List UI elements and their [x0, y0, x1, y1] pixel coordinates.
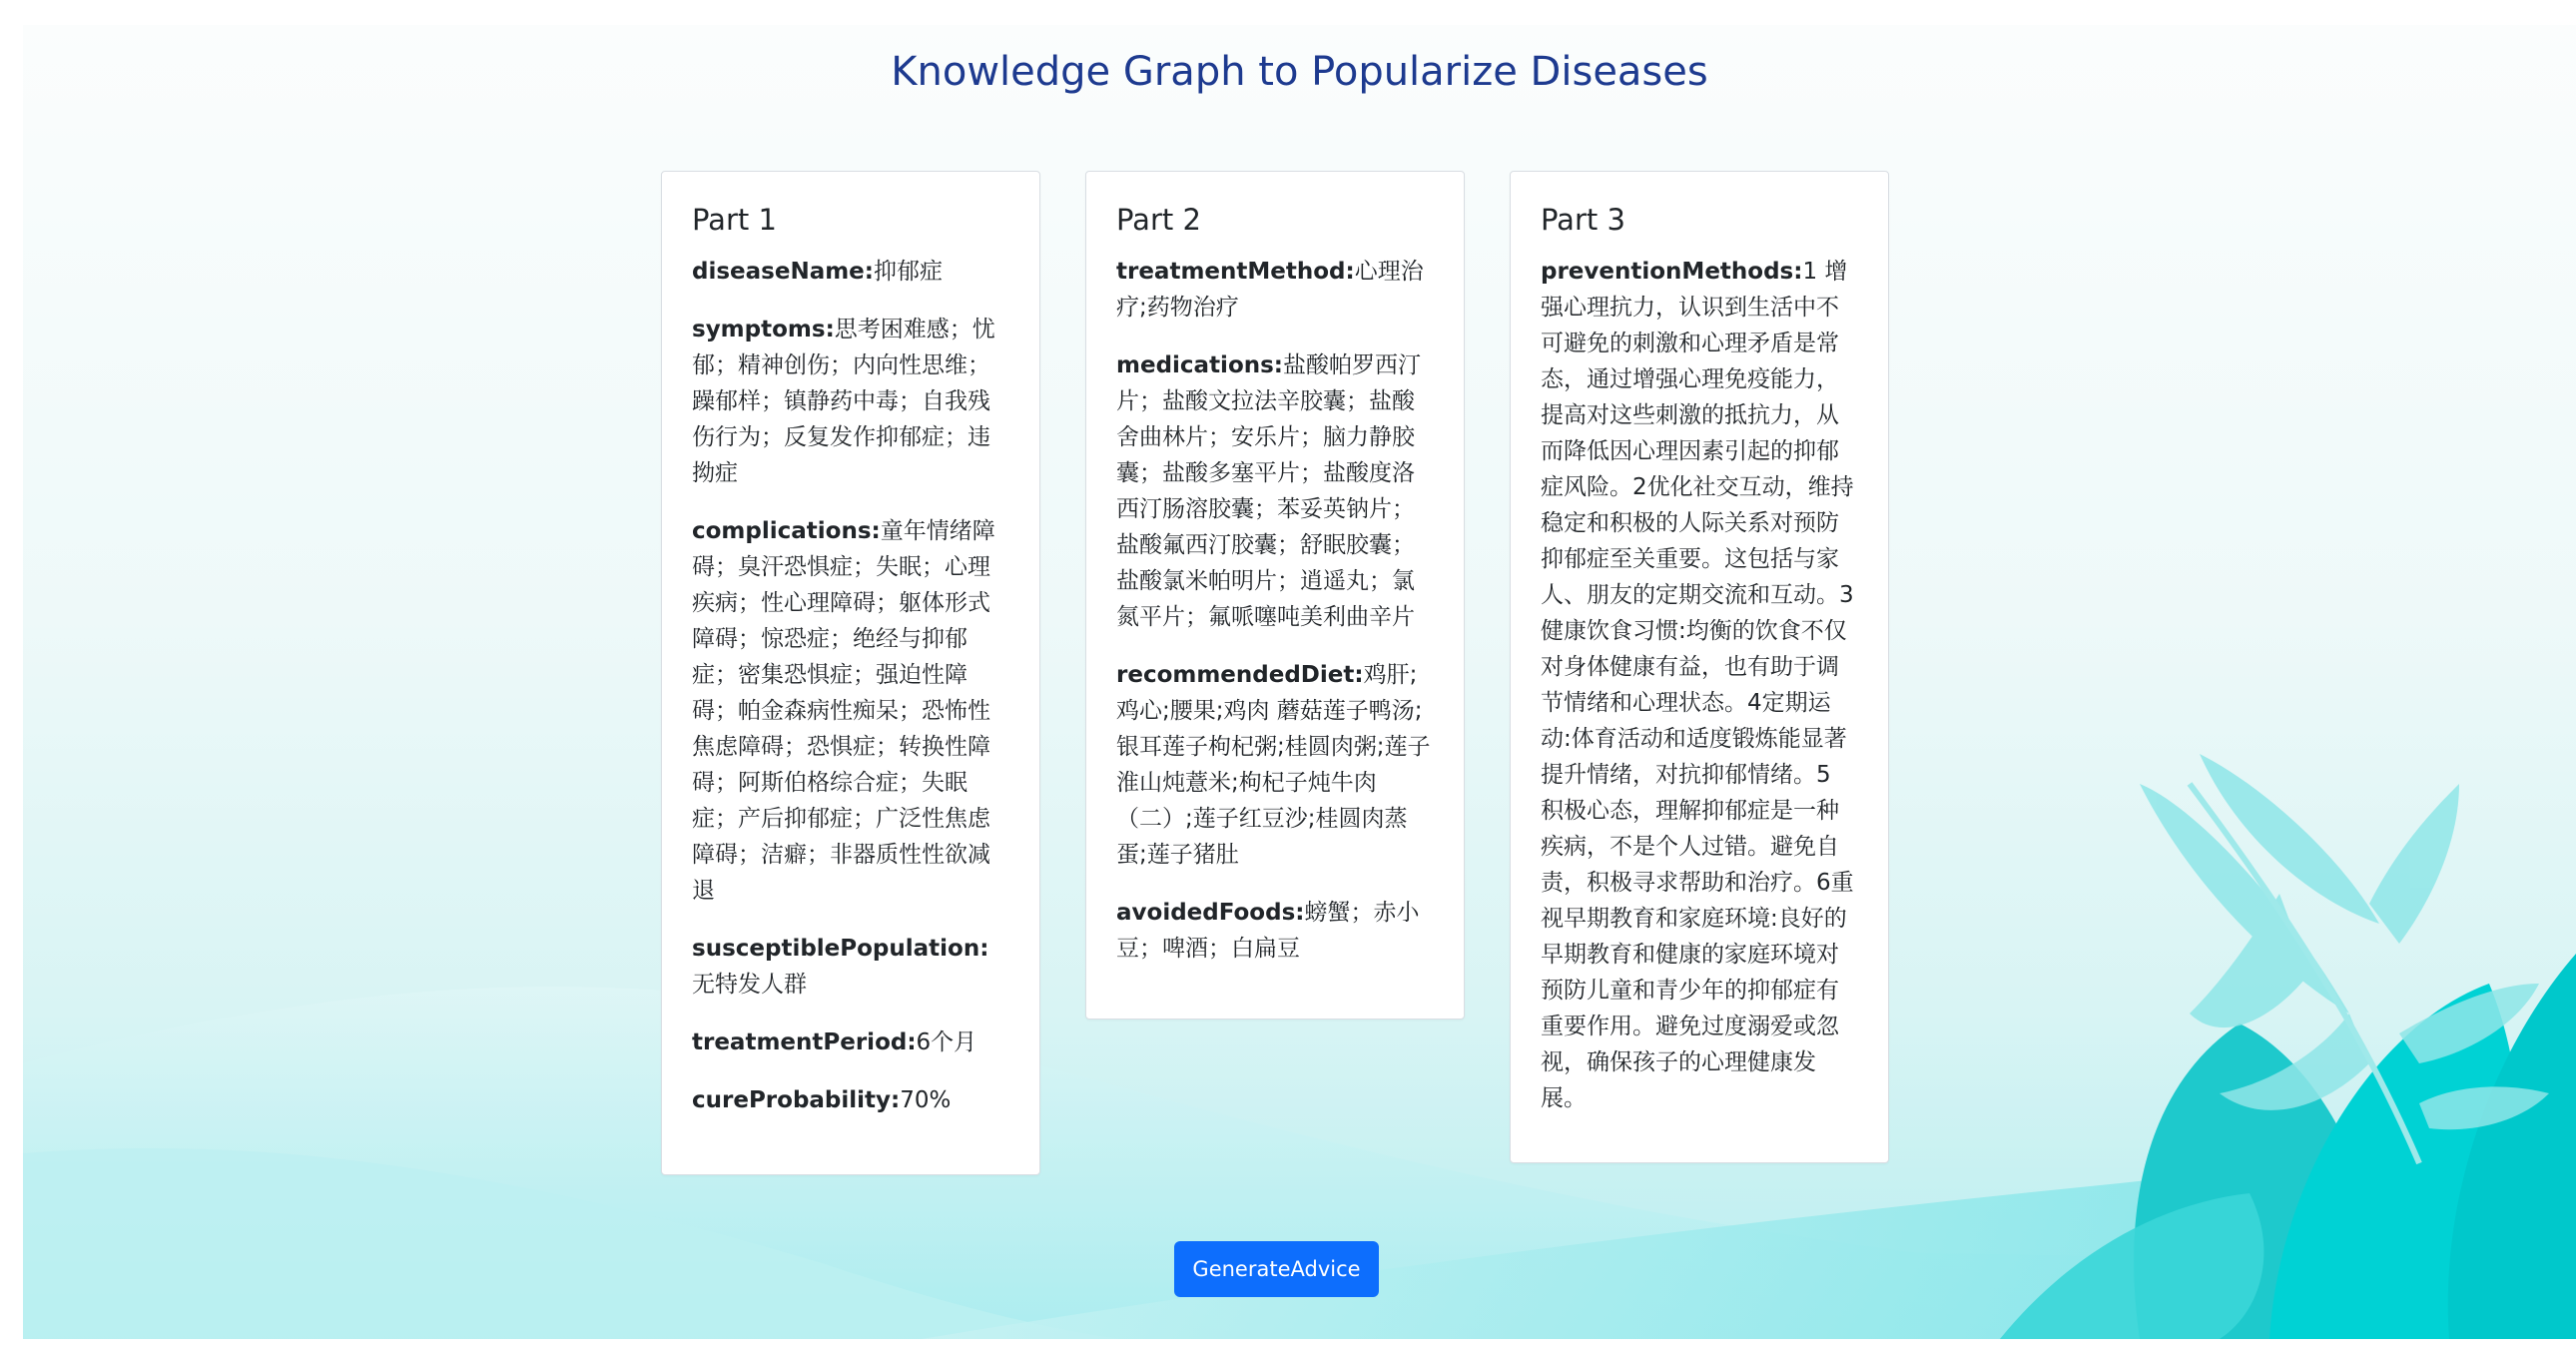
field-value: 70% [900, 1086, 952, 1113]
cure-probability-field [692, 1082, 1009, 1118]
field-key: treatmentPeriod: [692, 1028, 917, 1055]
field-key: cureProbability: [692, 1086, 901, 1113]
susceptible-population-field [692, 931, 1009, 1003]
field-value: 6个月 [916, 1028, 977, 1055]
field-key: complications: [692, 517, 881, 544]
card-title: Part 2 [1116, 203, 1201, 237]
field-value: 1 增强心理抗力，认识到生活中不可避免的刺激和心理矛盾是常态，通过增强心理免疫能力，提高对这些刺激的抵抗力，从而降低因心理因素引起的抑郁症风险。2优化社交互动，维持稳定和积极的人际关系对预防抑郁症至关重要。这包括与家人、朋友的定期交流和互动。3 健康饮食习惯:均衡的饮食不仅对身体健康有益，也有助于调节情绪和心理状态。4定期运动:体育活动和适度锻炼能显著提升情绪，对抗抑郁情绪。5 积极心态，理解抑郁症是一种疾病，不是个人过错。避免自责，积极寻求帮助和治疗。6重视早期教育和家庭环境:良好的早期教育和健康的家庭环境对预防儿童和青少年的抑郁症有重要作用。避免过度溺爱或忽视，确保孩子的心理健康发展。 [1541, 258, 1854, 1111]
recommended-diet-field [1116, 657, 1434, 873]
field-key: treatmentMethod: [1116, 258, 1355, 285]
complications-field [692, 513, 1009, 909]
part-3-card [1510, 171, 1889, 1163]
treatment-period-field [692, 1024, 1009, 1060]
field-value: 鸡肝;鸡心;腰果;鸡肉 蘑菇莲子鸭汤;银耳莲子枸杞粥;桂圆肉粥;莲子淮山炖薏米;枸杞子炖牛肉（二）;莲子红豆沙;桂圆肉蒸蛋;莲子猪肚 [1116, 661, 1431, 868]
card-title: Part 3 [1541, 203, 1625, 237]
page-title: Knowledge Graph to Popularize Diseases [891, 49, 1708, 95]
field-value: 螃蟹；赤小豆；啤酒；白扁豆 [1116, 899, 1420, 962]
medications-field [1116, 347, 1434, 635]
symptoms-field [692, 312, 1009, 491]
field-value: 盐酸帕罗西汀片；盐酸文拉法辛胶囊；盐酸舍曲林片；安乐片；脑力静胶囊；盐酸多塞平片；盐酸度洛西汀肠溶胶囊；苯妥英钠片；盐酸氟西汀胶囊；舒眠胶囊；盐酸氯米帕明片；逍遥丸；氯氮平片；氟哌噻吨美利曲辛片 [1116, 351, 1422, 630]
field-key: recommendedDiet: [1116, 661, 1364, 688]
avoided-foods-field [1116, 895, 1434, 967]
part-2-card [1085, 171, 1465, 1019]
treatment-method-field [1116, 254, 1434, 326]
field-key: symptoms: [692, 316, 835, 342]
field-key: susceptiblePopulation: [692, 935, 989, 962]
field-key: preventionMethods: [1541, 258, 1803, 285]
part-1-card [661, 171, 1040, 1175]
prevention-methods-field [1541, 254, 1858, 1116]
field-value: 无特发人群 [692, 971, 807, 998]
field-value: 思考困难感；忧郁；精神创伤；内向性思维；躁郁样；镇静药中毒；自我残伤行为；反复发作抑郁症；违拗症 [692, 316, 995, 486]
disease-name-field [692, 254, 1009, 290]
field-value: 抑郁症 [873, 258, 943, 285]
field-key: avoidedFoods: [1116, 899, 1305, 926]
field-key: medications: [1116, 351, 1284, 378]
page-background [23, 25, 2576, 1339]
field-value: 童年情绪障碍；臭汗恐惧症；失眠；心理疾病；性心理障碍；躯体形式障碍；惊恐症；绝经与抑郁症；密集恐惧症；强迫性障碍；帕金森病性痴呆；恐怖性焦虑障碍；恐惧症；转换性障碍；阿斯伯格综合症；失眠症；产后抑郁症；广泛性焦虑障碍；洁癖；非器质性性欲减退 [692, 517, 995, 904]
card-title: Part 1 [692, 203, 777, 237]
field-value: 心理治疗;药物治疗 [1116, 258, 1424, 321]
generate-advice-button[interactable]: GenerateAdvice [1174, 1241, 1379, 1297]
field-key: diseaseName: [692, 258, 874, 285]
